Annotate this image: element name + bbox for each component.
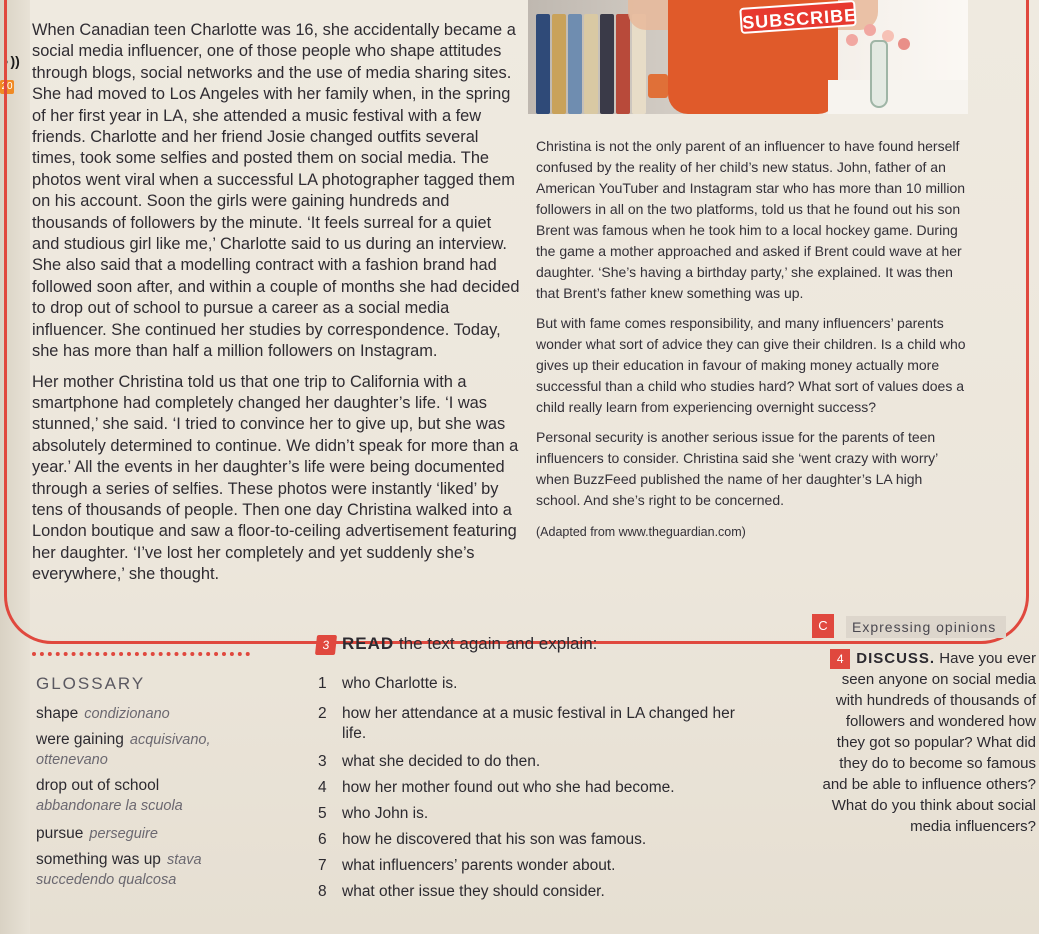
glossary-item: pursue perseguire xyxy=(36,825,158,842)
clothes-rack xyxy=(536,14,644,114)
article-photo xyxy=(528,0,968,114)
mug xyxy=(648,74,668,98)
section-c-header xyxy=(812,614,1012,638)
section-label: Expressing opinions xyxy=(846,616,1006,638)
question-item: 8 what other issue they should consider. xyxy=(318,883,605,900)
article-right-column xyxy=(536,136,968,543)
source-credit: (Adapted from www.theguardian.com) xyxy=(536,525,746,539)
article-left-column xyxy=(32,20,532,586)
question-item: 7 what influencers’ parents wonder about. xyxy=(318,857,616,874)
question-item: 4 how her mother found out who she had become. xyxy=(318,779,675,796)
glossary-item: something was up stava succedendo qualcosa xyxy=(36,851,202,888)
question-item: 6 how he discovered that his son was famous. xyxy=(318,831,647,848)
exercise-instruction: the text again and explain: xyxy=(394,634,598,653)
discussion-text: Have you ever seen anyone on social media with hundreds of thousands of followers and wondered how they got so popular? What did they do to become so famous and be able to influence others? What do you think about social media influencers? xyxy=(822,650,1036,835)
section-letter-badge: C xyxy=(812,614,834,638)
article-paragraph: But with fame comes responsibility, and many influencers’ parents wonder what sort of advice they can give their children. Is a child who gives up their education in favour of making money actually more successful than a child who studies hard? What sort of values does a child really learn from experiencing overnight success? xyxy=(536,315,966,415)
glossary-item: drop out of school abbandonare la scuola xyxy=(36,777,183,814)
glossary-title: GLOSSARY xyxy=(36,674,146,693)
question-item: 2 how her attendance at a music festival in LA changed her life. xyxy=(318,705,735,742)
question-item: 3 what she decided to do then. xyxy=(318,753,541,770)
article-paragraph: When Canadian teen Charlotte was 16, she accidentally became a social media influencer, one of those people who shape attitudes through blogs, social networks and the use of media sharing sites. She had moved to Los Angeles with her family when, in the spring of her first year in LA, she attended a music festival with a few friends. Charlotte and her friend Josie changed outfits several times, took some selfies and posted them on social media. The photos went viral when a successful LA photographer tagged them on his account. Soon the girls were gaining hundreds and thousands of followers by the minute. ‘It feels surreal for a quiet and studious girl like me,’ Charlotte said to us during an interview. She also said that a modelling contract with a fashion brand had followed soon after, and within a couple of months she had decided to drop out of school to pursue a career as a social media influencer. She continued her studies by correspondence. Today, she has more than half a million followers on Instagram. xyxy=(32,21,520,361)
glossary-item: were gaining acquisivano, ottenevano xyxy=(36,731,211,768)
exercise-keyword: READ xyxy=(342,634,395,653)
glossary-divider xyxy=(32,652,250,658)
exercise-number-badge: 3 xyxy=(315,635,337,655)
table xyxy=(828,80,968,114)
audio-track-number: 20 xyxy=(1,81,13,92)
audio-icon[interactable]: ◗)) xyxy=(2,53,20,69)
question-item: 1 who Charlotte is. xyxy=(318,675,458,692)
exercise-3-heading xyxy=(316,634,597,655)
article-paragraph: Christina is not the only parent of an influencer to have found herself confused by the reality of her child’s new status. John, father of an American YouTuber and Instagram star who has more than 10 million followers in all on the two platforms, told us that he found out his son Brent was famous when he took him to a local hockey game. During the game a mother approached and asked if Brent could wave at her daughter. ‘She’s having a birthday party,’ she explained. It was then that Brent’s father knew something was up. xyxy=(536,138,966,301)
article-paragraph: Personal security is another serious issue for the parents of teen influencers to consider. Christina said she ‘went crazy with worry’ when BuzzFeed published the name of her daughter’s LA high school. And she’s right to be concerned. xyxy=(536,429,938,508)
article-paragraph: Her mother Christina told us that one trip to California with a smartphone had completely changed her daughter’s life. ‘I was stunned,’ she said. ‘I tried to convince her to give up, but she was absolutely determined to continue. We didn’t speak for more than a year.’ All the events in her daughter’s life were being documented through a series of selfies. These photos were instantly ‘liked’ by tens of thousands of people. Then one day Christina walked into a London boutique and saw a floor-to-ceiling advertisement featuring her daughter. ‘I’ve lost her completely and yet suddenly she’s everywhere,’ she thought. xyxy=(32,372,519,584)
exercise-number-badge: 4 xyxy=(830,649,850,669)
subscribe-sign: SUBSCRIBE xyxy=(739,0,857,34)
glossary-item: shape condizionano xyxy=(36,705,170,722)
glass-vase xyxy=(870,40,888,108)
exercise-keyword: DISCUSS. xyxy=(856,650,936,667)
question-item: 5 who John is. xyxy=(318,805,429,822)
exercise-4-discuss xyxy=(816,648,1036,837)
